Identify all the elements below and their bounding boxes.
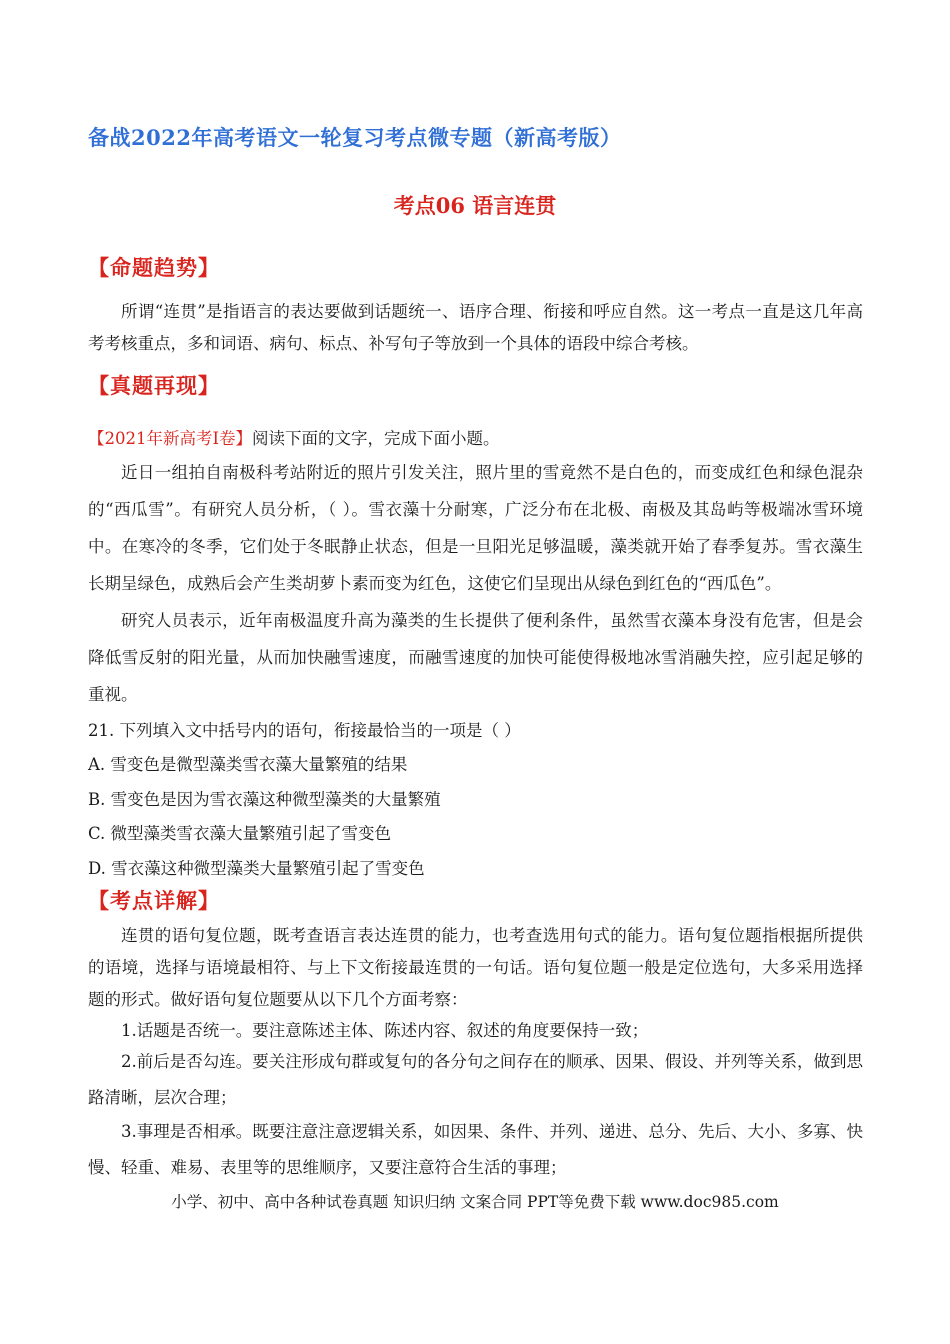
section-heading-trend: 【命题趋势】 <box>88 255 220 280</box>
exam-source: 【2021年新高考Ⅰ卷】 <box>88 429 253 448</box>
question-21: 21. 下列填入文中括号内的语句，衔接最恰当的一项是（ ） <box>88 721 521 740</box>
detail-point-1: 1.话题是否统一。要注意陈述主体、陈述内容、叙述的角度要保持一致； <box>121 1021 649 1040</box>
option-d: D. 雪衣藻这种微型藻类大量繁殖引起了雪变色 <box>88 859 425 878</box>
option-b: B. 雪变色是因为雪衣藻这种微型藻类的大量繁殖 <box>88 790 441 809</box>
option-c: C. 微型藻类雪衣藻大量繁殖引起了雪变色 <box>88 824 392 843</box>
section-heading-detail: 【考点详解】 <box>88 888 220 913</box>
detail-point-3: 3.事理是否相承。既要注意注意逻辑关系，如因果、条件、并列、递进、总分、先后、大小、多寡、快慢、轻重、难易、表里等的思维顺序，又要注意符合生活的事理； <box>88 1122 863 1177</box>
exam-instruction: 阅读下面的文字，完成下面小题。 <box>252 429 500 448</box>
detail-point-2: 2.前后是否勾连。要关注形成句群或复句的各分句之间存在的顺承、因果、假设、并列等关系，做到思路清晰，层次合理； <box>88 1052 863 1107</box>
trend-paragraph: 所谓“连贯”是指语言的表达要做到话题统一、语序合理、衔接和呼应自然。这一考点一直是这几年高考考核重点，多和词语、病句、标点、补写句子等放到一个具体的语段中综合考核。 <box>88 302 863 353</box>
passage-paragraph-2: 研究人员表示，近年南极温度升高为藻类的生长提供了便利条件，虽然雪衣藻本身没有危害，但是会降低雪反射的阳光量，从而加快融雪速度，而融雪速度的加快可能使得极地冰雪消融失控，应引起足够的重视。 <box>88 611 863 704</box>
topic-title: 考点06 语言连贯 <box>393 193 557 218</box>
passage-paragraph-1: 近日一组拍自南极科考站附近的照片引发关注，照片里的雪竟然不是白色的，而变成红色和绿色混杂的“西瓜雪”。有研究人员分析，（ ）。雪衣藻十分耐寒，广泛分布在北极、南极及其岛屿等极端冰雪环境中。在寒冷的冬季，它们处于冬眠静止状态，但是一旦阳光足够温暖，藻类就开始了春季复苏。雪衣藻生长期呈绿色，成熟后会产生类胡萝卜素而变为红色，这使它们呈现出从绿色到红色的“西瓜色”。 <box>88 463 863 593</box>
detail-intro-paragraph: 连贯的语句复位题，既考查语言表达连贯的能力，也考查选用句式的能力。语句复位题指根据所提供的语境，选择与语境最相符、与上下文衔接最连贯的一句话。语句复位题一般是定位选句，大多采用选择题的形式。做好语句复位题要从以下几个方面考察： <box>88 926 863 1009</box>
section-heading-real: 【真题再现】 <box>88 373 220 398</box>
option-a: A. 雪变色是微型藻类雪衣藻大量繁殖的结果 <box>88 755 408 774</box>
footer-text: 小学、初中、高中各种试卷真题 知识归纳 文案合同 PPT等免费下载 www.doc985.com <box>171 1193 779 1211</box>
series-title: 备战2022年高考语文一轮复习考点微专题（新高考版） <box>88 125 622 150</box>
exam-intro-line <box>88 425 500 449</box>
